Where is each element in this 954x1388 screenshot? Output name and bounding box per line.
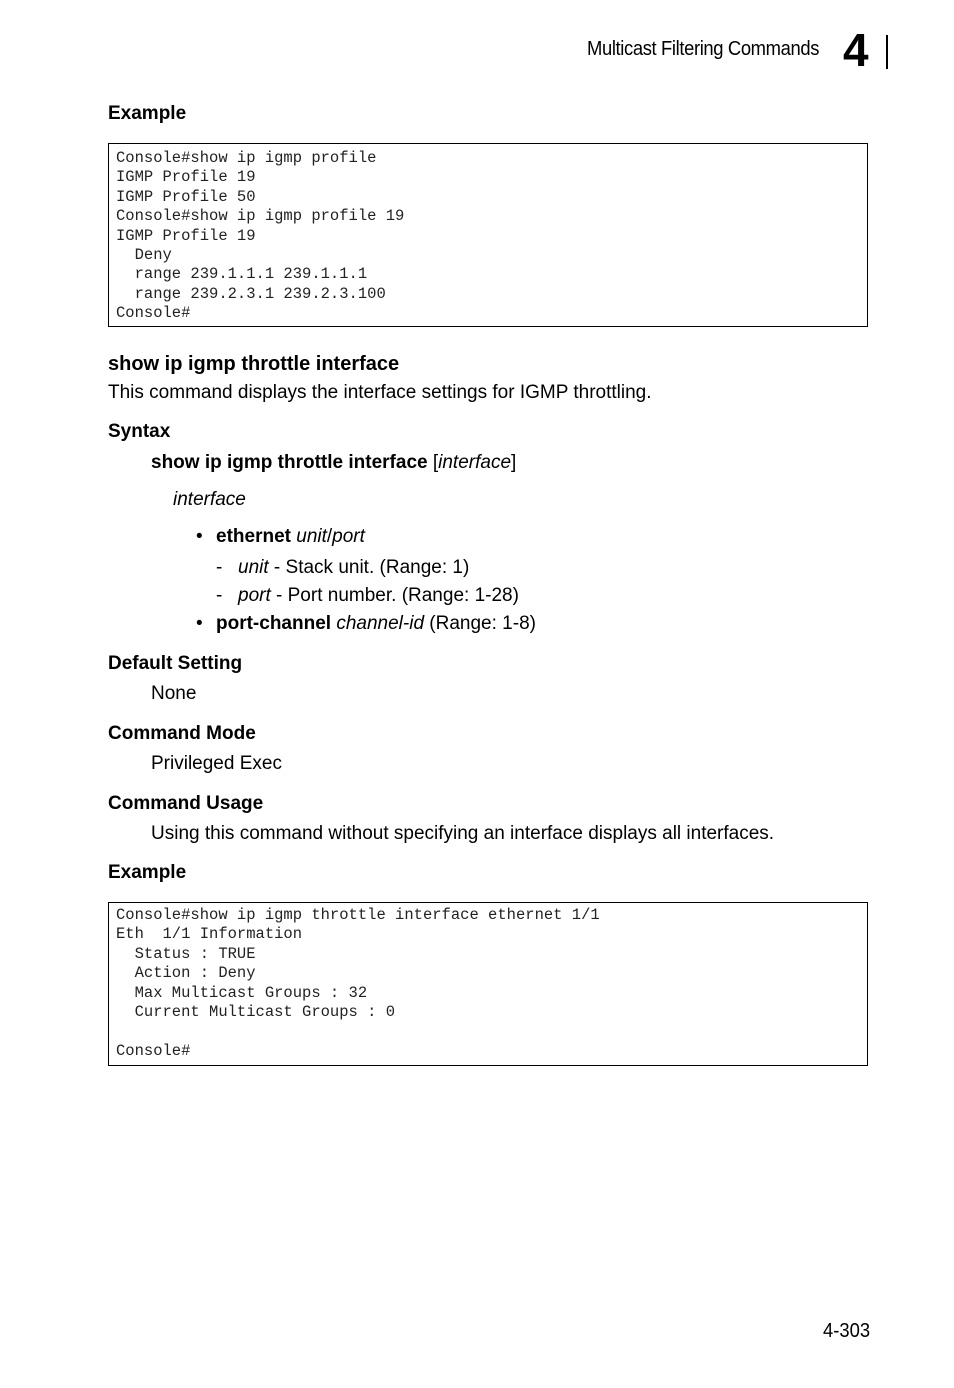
command-description: This command displays the interface settings for IGMP throttling.	[108, 382, 652, 403]
example-heading: Example	[108, 103, 187, 124]
example-heading: Example	[108, 862, 187, 883]
arg-port: port	[332, 526, 365, 547]
bullet-ethernet: ethernet unit/port	[216, 526, 365, 547]
running-header-title: Multicast Filtering Commands	[587, 38, 820, 60]
code-example-profile	[108, 143, 868, 327]
default-setting-value: None	[151, 683, 197, 704]
code-text: Console#show ip igmp profile IGMP Profile 19 IGMP Profile 50 Console#show ip igmp profile 19 IGMP Profile 19 Deny range 239.1.1.1 239.1.1.1 range 239.2.3.1 239.2.3.100 Console#	[116, 149, 405, 323]
arg-unit: unit	[296, 526, 327, 547]
subitem-unit: unit - Stack unit. (Range: 1)	[238, 557, 470, 578]
command-title: show ip igmp throttle interface	[108, 353, 400, 375]
syntax-param: interface	[438, 452, 512, 473]
chapter-number: 4	[843, 24, 869, 76]
chapter-divider	[886, 35, 888, 69]
arg-channel-id: channel-id	[336, 613, 425, 634]
syntax-open-bracket: [	[432, 452, 439, 473]
page-number: 4-303	[823, 1320, 871, 1342]
bullet-symbol: •	[196, 526, 203, 547]
code-text: Console#show ip igmp throttle interface ethernet 1/1 Eth 1/1 Information Status : TRUE Action : Deny Max Multicast Groups : 32 Current Multicast Groups : 0 Console#	[116, 906, 600, 1060]
keyword-ethernet: ethernet	[216, 526, 291, 547]
syntax-close-bracket: ]	[511, 452, 517, 473]
syntax-heading: Syntax	[108, 421, 171, 442]
command-mode-heading: Command Mode	[108, 723, 256, 744]
keyword-port-channel: port-channel	[216, 613, 332, 634]
range-text: (Range: 1-8)	[429, 613, 536, 634]
syntax-command: show ip igmp throttle interface	[151, 452, 428, 473]
command-usage-heading: Command Usage	[108, 793, 264, 814]
bullet-symbol: •	[196, 613, 203, 634]
command-usage-text: Using this command without specifying an interface displays all interfaces.	[151, 823, 775, 844]
parameter-name: interface	[173, 489, 246, 510]
subitem-dash: -	[216, 557, 223, 578]
default-setting-heading: Default Setting	[108, 653, 243, 674]
bullet-port-channel	[216, 613, 536, 635]
code-example-throttle	[108, 902, 868, 1066]
subitem-dash: -	[216, 585, 223, 606]
command-mode-value: Privileged Exec	[151, 753, 282, 774]
syntax-line	[151, 452, 516, 474]
subitem-port: port - Port number. (Range: 1-28)	[238, 585, 519, 606]
